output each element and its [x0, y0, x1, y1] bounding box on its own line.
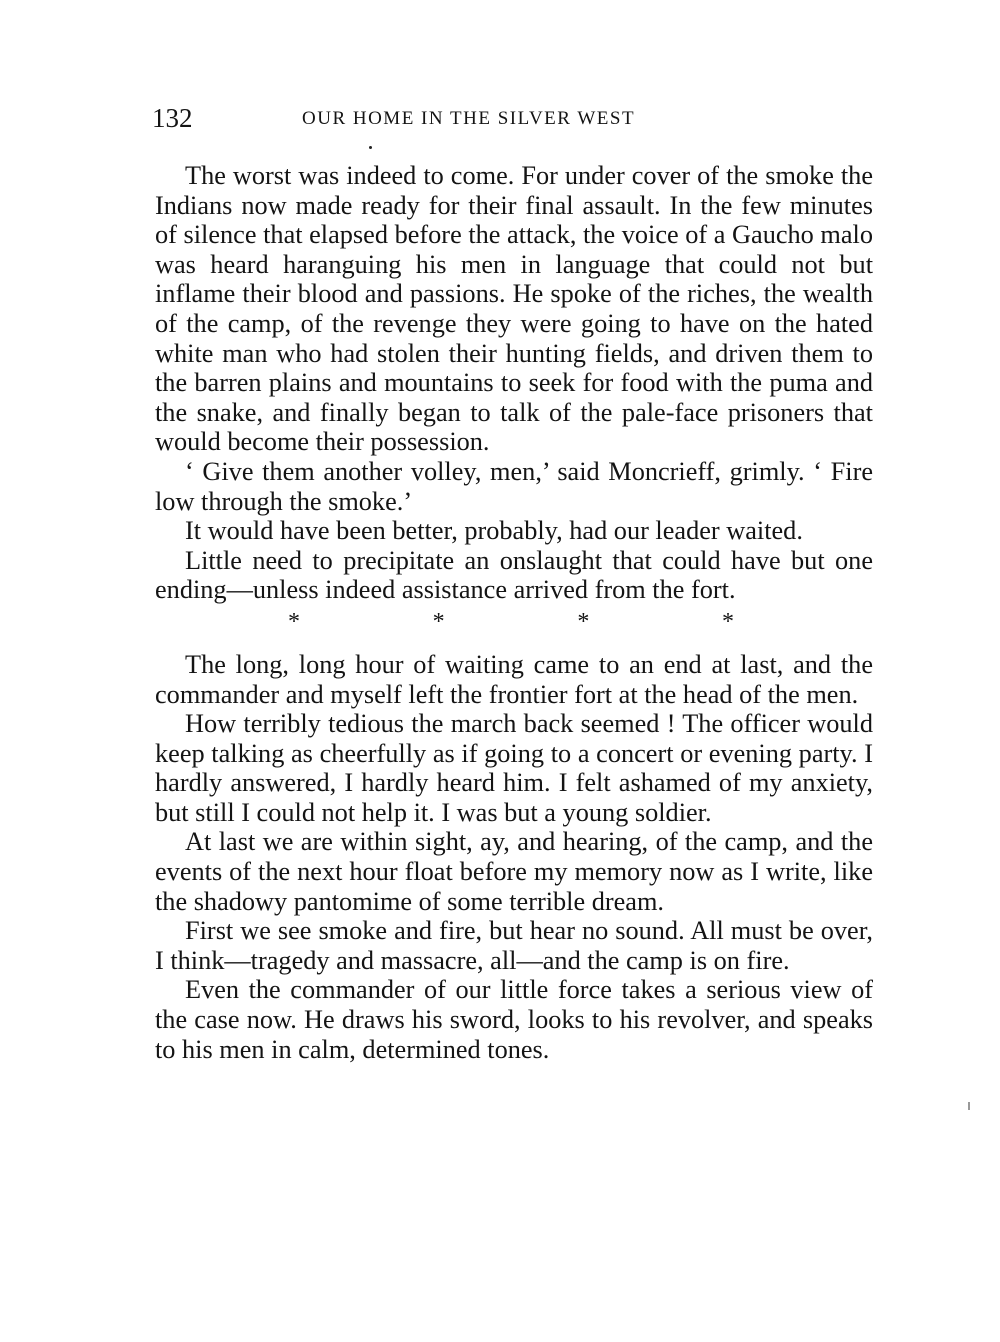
asterisk-ornament: * [721, 608, 734, 635]
paragraph: ‘ Give them another volley, men,’ said Moncrieff, grimly. ‘ Fire low through the smoke.’ [155, 456, 873, 516]
paragraph: The long, long hour of waiting came to an end at last, and the commander and myself left the frontier fort at the head of the men. [155, 649, 873, 709]
paragraph: Even the commander of our little force takes a serious view of the case now. He draws his sword, looks to his revolver, and speaks to his men in calm, determined tones. [155, 975, 873, 1064]
asterisk-ornament: * [288, 608, 300, 635]
paragraph: The worst was indeed to come. For under cover of the smoke the Indians now made ready for their final assault. In the few minutes of silence that elapsed before the attack, the voice of a Gaucho malo was heard haranguing his men in language that could not but inflame their blood and passions. He spoke of the riches, the wealth of the camp, of the revenge they were going to have on the hated white man who had stolen their hunting fields, and driven them to the barren plains and mountains to seek for food with the puma and the snake, and finally began to talk of the pale-face prisoners that would become their possession. [155, 161, 873, 457]
print-speck [369, 146, 372, 149]
running-title: OUR HOME IN THE SILVER WEST [302, 108, 636, 129]
paragraph: At last we are within sight, ay, and hearing, of the camp, and the events of the next hour float before my memory now as I write, like the shadowy pantomime of some terrible dream. [155, 827, 873, 916]
body-text [155, 161, 873, 1064]
paragraph: Little need to precipitate an onslaught that could have but one ending—unless indeed assistance arrived from the fort. [155, 545, 873, 605]
paragraph: First we see smoke and fire, but hear no sound. All must be over, I think—tragedy and massacre, all—and the camp is on fire. [155, 916, 873, 975]
page-header [152, 100, 732, 140]
paragraph: It would have been better, probably, had our leader waited. [185, 516, 803, 546]
section-break [288, 605, 734, 650]
scan-mark [968, 1102, 970, 1110]
asterisk-ornament: * [577, 608, 590, 635]
page-number: 132 [152, 103, 193, 133]
asterisk-ornament: * [432, 608, 445, 635]
paragraph: How terribly tedious the march back seemed ! The officer would keep talking as cheerfully as if going to a concert or evening party. I hardly answered, I hardly heard him. I felt ashamed of my anxiety, but still I could not help it. I was but a young soldier. [155, 709, 873, 827]
